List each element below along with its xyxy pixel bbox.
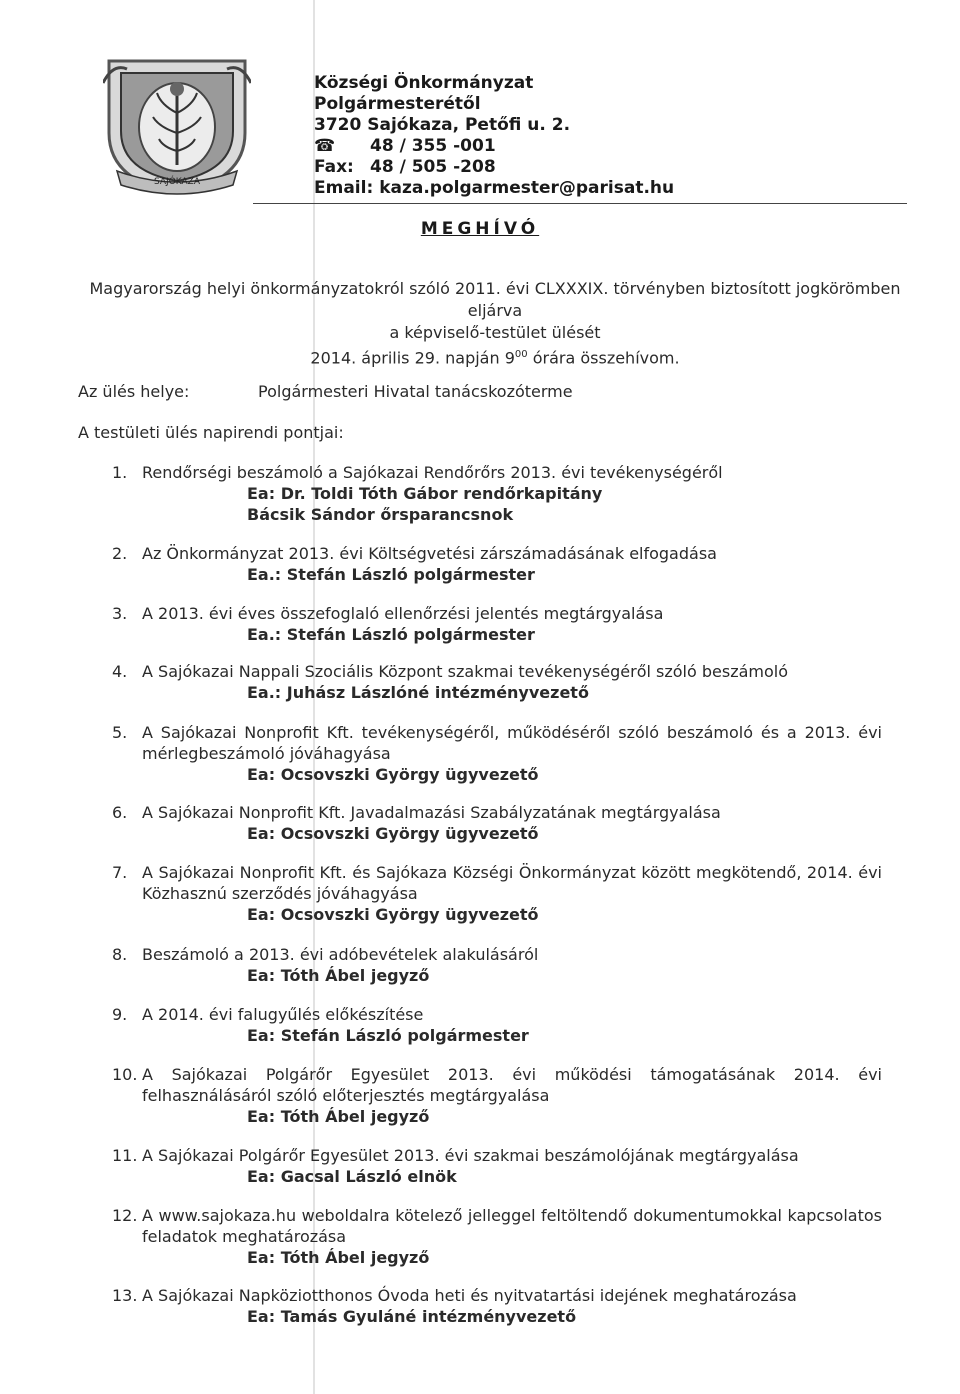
agenda-item-number: 2. bbox=[112, 544, 128, 563]
crest-banner-text: SAJÓKAZA bbox=[154, 177, 200, 187]
time-minutes: 00 bbox=[514, 349, 528, 360]
venue-label: Az ülés helye: bbox=[78, 382, 190, 401]
agenda-item-text: A 2013. évi éves összefoglaló ellenőrzési jelentés megtárgyalása bbox=[142, 604, 664, 623]
coat-of-arms-logo bbox=[103, 53, 251, 196]
agenda-item-text: A Sajókazai Napköziotthonos Óvoda heti és nyitvatartási idejének meghatározása bbox=[142, 1286, 797, 1305]
letterhead-sender: Polgármesterétől bbox=[314, 94, 481, 114]
agenda-item bbox=[112, 862, 882, 925]
letterhead-org: Községi Önkormányzat bbox=[314, 73, 534, 93]
letterhead bbox=[314, 73, 674, 199]
agenda-item-text: A Sajókazai Nonprofit Kft. tevékenységéről, működéséről szóló beszámoló és a 2013. évi mérlegbeszámoló jóváhagyása bbox=[142, 723, 882, 763]
agenda-item-text: Rendőrségi beszámoló a Sajókazai Rendőrőrs 2013. évi tevékenységéről bbox=[142, 463, 723, 482]
intro-line-2: a képviselő-testület ülését bbox=[389, 323, 601, 342]
agenda-heading: A testületi ülés napirendi pontjai: bbox=[78, 423, 344, 442]
agenda-item-text: A Sajókazai Nonprofit Kft. Javadalmazási Szabályzatának megtárgyalása bbox=[142, 803, 721, 822]
agenda-item-number: 4. bbox=[112, 662, 128, 681]
letterhead-fax-row bbox=[314, 157, 674, 178]
email-label: Email: bbox=[314, 178, 374, 198]
intro-paragraph bbox=[60, 278, 930, 369]
agenda-item-text: A Sajókazai Nappali Szociális Központ szakmai tevékenységéről szóló beszámoló bbox=[142, 662, 789, 681]
letterhead-address: 3720 Sajókaza, Petőfi u. 2. bbox=[314, 115, 571, 135]
agenda-item-responsible: Ea: Gacsal László elnök bbox=[247, 1167, 457, 1186]
header-divider bbox=[253, 203, 907, 204]
agenda-item bbox=[112, 1064, 882, 1127]
letterhead-email: kaza.polgarmester@parisat.hu bbox=[379, 178, 675, 198]
agenda-item-responsible: Ea: Dr. Toldi Tóth Gábor rendőrkapitány bbox=[247, 484, 603, 503]
agenda-item-responsible: Ea.: Stefán László polgármester bbox=[247, 625, 535, 644]
agenda-item-number: 10. bbox=[112, 1065, 138, 1084]
agenda-item bbox=[112, 802, 882, 844]
letterhead-fax: 48 / 505 -208 bbox=[370, 157, 496, 177]
intro-line-1: Magyarország helyi önkormányzatokról szóló 2011. évi CLXXXIX. törvényben biztosított jogkörömben eljárva bbox=[89, 279, 901, 320]
agenda-item bbox=[112, 603, 882, 645]
agenda-item-responsible: Ea: Tóth Ábel jegyző bbox=[247, 1248, 430, 1267]
agenda-item-responsible: Ea: Ocsovszki György ügyvezető bbox=[247, 765, 539, 784]
agenda-item-text: Beszámoló a 2013. évi adóbevételek alakulásáról bbox=[142, 945, 539, 964]
agenda-item bbox=[112, 1285, 882, 1327]
agenda-item-responsible: Ea.: Juhász Lászlóné intézményvezető bbox=[247, 683, 589, 702]
letterhead-email-row bbox=[314, 178, 674, 199]
agenda-item-text: A Sajókazai Nonprofit Kft. és Sajókaza Községi Önkormányzat között megkötendő, 2014. évi Közhasznú szerződés jóváhagyása bbox=[142, 863, 882, 903]
agenda-item-text: A 2014. évi falugyűlés előkészítése bbox=[142, 1005, 424, 1024]
agenda-item-responsible: Ea: Ocsovszki György ügyvezető bbox=[247, 824, 539, 843]
agenda-item bbox=[112, 722, 882, 785]
agenda-item-responsible: Ea: Tóth Ábel jegyző bbox=[247, 966, 430, 985]
agenda-item-text: A Sajókazai Polgárőr Egyesület 2013. évi szakmai beszámolójának megtárgyalása bbox=[142, 1146, 799, 1165]
agenda-item-number: 6. bbox=[112, 803, 128, 822]
agenda-item bbox=[112, 1004, 882, 1046]
agenda-item-number: 12. bbox=[112, 1206, 138, 1225]
agenda-item-number: 1. bbox=[112, 463, 128, 482]
agenda-item bbox=[112, 661, 882, 703]
agenda-item-text: A Sajókazai Polgárőr Egyesület 2013. évi működési támogatásának 2014. évi felhasználásáról szóló előterjesztés megtárgyalása bbox=[142, 1065, 882, 1105]
agenda-item-number: 13. bbox=[112, 1286, 138, 1305]
agenda-item bbox=[112, 1145, 882, 1187]
agenda-item-number: 8. bbox=[112, 945, 128, 964]
fax-label: Fax: bbox=[314, 157, 354, 177]
agenda-item-number: 3. bbox=[112, 604, 128, 623]
meeting-date: 2014. április 29. napján 9 bbox=[310, 348, 515, 368]
agenda-item-number: 11. bbox=[112, 1146, 138, 1165]
agenda-item-number: 9. bbox=[112, 1005, 128, 1024]
document-title: MEGHÍVÓ bbox=[420, 219, 540, 239]
agenda-item-responsible: Ea: Ocsovszki György ügyvezető bbox=[247, 905, 539, 924]
agenda-item bbox=[112, 462, 882, 525]
agenda-item-responsible: Ea: Stefán László polgármester bbox=[247, 1026, 529, 1045]
agenda-item-number: 5. bbox=[112, 723, 128, 742]
agenda-item-text: A www.sajokaza.hu weboldalra kötelező jelleggel feltöltendő dokumentumokkal kapcsolatos feladatok meghatározása bbox=[142, 1206, 882, 1246]
intro-line-3 bbox=[60, 344, 930, 369]
letterhead-phone-row bbox=[314, 136, 674, 157]
letterhead-phone: 48 / 355 -001 bbox=[370, 136, 496, 156]
agenda-item-responsible: Ea: Tóth Ábel jegyző bbox=[247, 1107, 430, 1126]
venue-value: Polgármesteri Hivatal tanácskozóterme bbox=[258, 382, 573, 401]
phone-icon: ☎ bbox=[314, 136, 336, 156]
agenda-item-responsible: Ea: Tamás Gyuláné intézményvezető bbox=[247, 1307, 577, 1326]
agenda-item-number: 7. bbox=[112, 863, 128, 882]
agenda-item-responsible: Ea.: Stefán László polgármester bbox=[247, 565, 535, 584]
agenda-item bbox=[112, 543, 882, 585]
agenda-item-responsible: Bácsik Sándor őrsparancsnok bbox=[247, 505, 514, 524]
agenda-item bbox=[112, 1205, 882, 1268]
meeting-time-suffix: órára összehívom. bbox=[527, 348, 680, 368]
agenda-item bbox=[112, 944, 882, 986]
agenda-item-text: Az Önkormányzat 2013. évi Költségvetési zárszámadásának elfogadása bbox=[142, 544, 717, 563]
